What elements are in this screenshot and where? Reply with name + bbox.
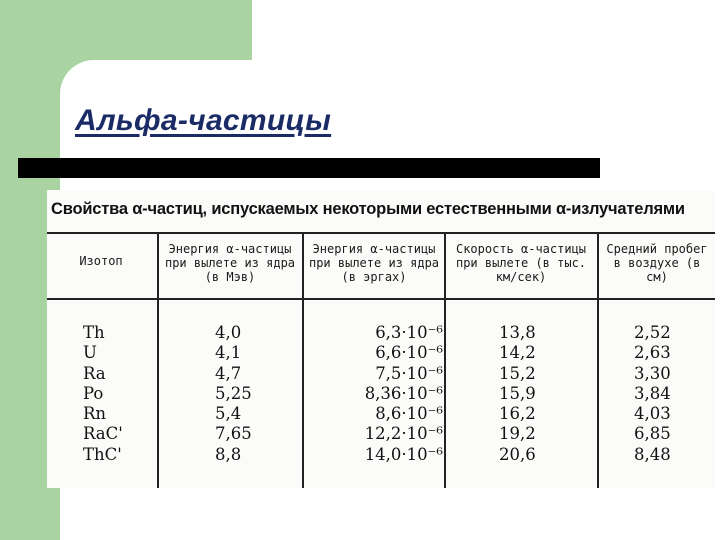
table-cell: 14,0·10⁻⁶ (364, 444, 443, 464)
table-cell: 4,0 (215, 323, 242, 342)
header-isotope: Изотоп (79, 254, 123, 268)
table-cell: 5,4 (215, 404, 242, 424)
table-cell: 6,6·10⁻⁶ (375, 343, 443, 363)
table-rule-top (47, 232, 715, 234)
table-col-divider (157, 232, 159, 488)
table-col-divider (444, 232, 446, 488)
column-energy-mev (215, 323, 295, 465)
table-caption: Свойства α-частиц, испускаемых некоторыми естественными α-излучателями (51, 200, 685, 218)
table-cell: Th (83, 323, 105, 342)
table-cell: 8,36·10⁻⁶ (364, 383, 443, 403)
table-cell: Ra (83, 363, 106, 383)
header-energy-erg: Энергия α-частицы при вылете из ядра (в эргах) (308, 242, 440, 284)
table-cell: 15,9 (499, 383, 536, 403)
table-col-divider (597, 232, 599, 488)
table-cell: 2,63 (634, 343, 671, 363)
table-cell: 15,2 (499, 363, 536, 383)
table-cell: 8,8 (215, 444, 242, 464)
table-cell: 7,65 (215, 424, 252, 444)
table-cell: 2,52 (634, 323, 671, 342)
scanned-table-image (47, 190, 715, 488)
header-velocity: Скорость α-частицы при вылете (в тыс. км/сек) (455, 242, 587, 284)
title-divider-bar (18, 158, 600, 178)
column-energy-erg (327, 323, 443, 465)
column-isotopes (83, 323, 153, 465)
title-divider-cap (18, 158, 38, 178)
column-velocity (499, 323, 569, 465)
table-cell: 4,03 (634, 404, 671, 424)
table-cell: 16,2 (499, 404, 536, 424)
table-cell: 7,5·10⁻⁶ (375, 363, 443, 383)
header-range: Средний пробег в воздухе (в см) (606, 242, 708, 284)
header-energy-mev: Энергия α-частицы при вылете из ядра (в Мэв) (164, 242, 296, 284)
table-cell: 4,1 (215, 343, 242, 363)
table-cell: ThC' (83, 444, 122, 464)
column-range (634, 323, 704, 465)
slide-title: Альфа-частицы (75, 104, 332, 137)
table-cell: 13,8 (499, 323, 536, 342)
table-cell: 5,25 (215, 383, 252, 403)
table-cell: 19,2 (499, 424, 536, 444)
table-cell: U (83, 343, 97, 363)
table-cell: 8,6·10⁻⁶ (375, 404, 443, 424)
table-cell: 6,85 (634, 424, 671, 444)
table-cell: RaC' (83, 424, 123, 444)
table-cell: 8,48 (634, 444, 671, 464)
table-rule-header (47, 298, 715, 300)
table-cell: 14,2 (499, 343, 536, 363)
table-cell: 20,6 (499, 444, 536, 464)
table-col-divider (302, 232, 304, 488)
table-cell: 6,3·10⁻⁶ (375, 323, 443, 342)
table-cell: 3,84 (634, 383, 671, 403)
table-cell: Po (83, 383, 104, 403)
table-cell: Rn (83, 404, 107, 424)
table-cell: 4,7 (215, 363, 242, 383)
table-cell: 12,2·10⁻⁶ (364, 424, 443, 444)
table-cell: 3,30 (634, 363, 671, 383)
